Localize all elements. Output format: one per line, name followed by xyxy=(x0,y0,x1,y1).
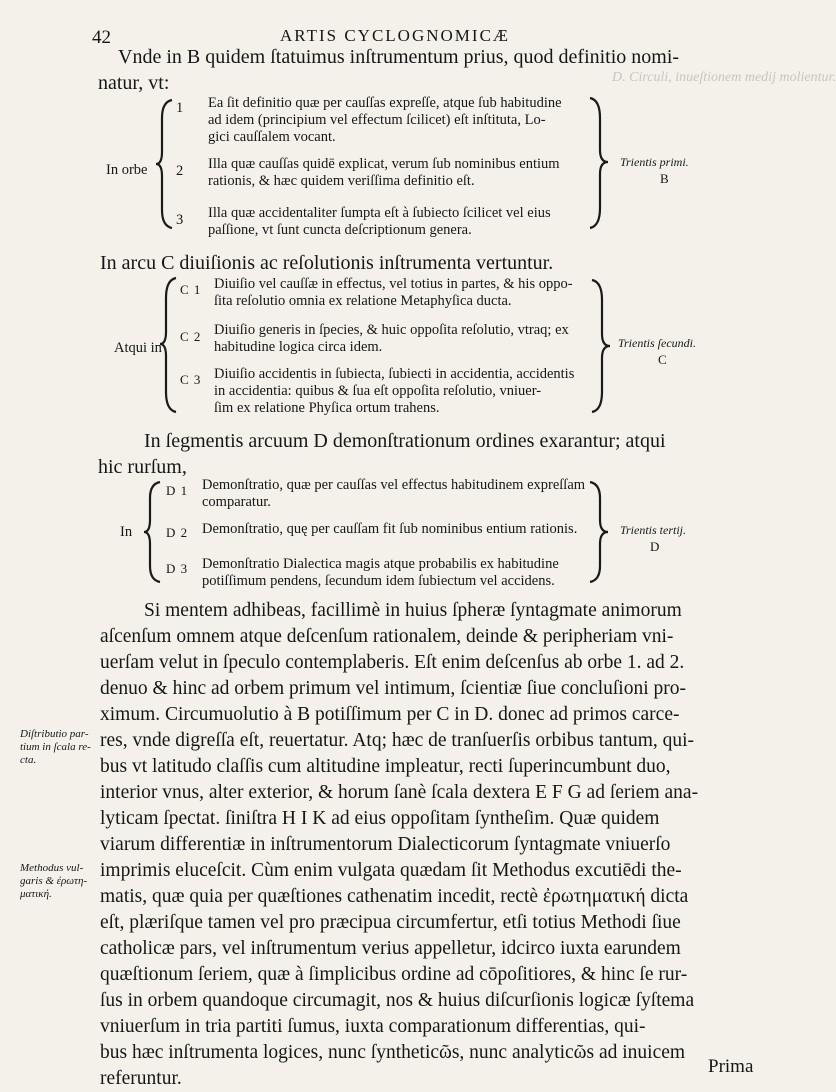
margin-note-2-line3: ματική. xyxy=(20,888,52,900)
body-line: quæſtionum ſeriem, quæ à ſimplicibus ordine ad cōpoſitiores, & hinc ſe rur- xyxy=(100,964,688,985)
body-line: bus vt latitudo claſſis cum altitudine impleatur, recti ſuperincumbunt duo, xyxy=(100,756,671,777)
section1-item2-text xyxy=(208,156,560,190)
margin-note-1-line3: cta. xyxy=(20,754,37,766)
body-line: eſt, plæriſque tamen vel pro præcipua circumfertur, etſi totius Methodi ſiue xyxy=(100,912,681,933)
margin-note-2 xyxy=(20,862,87,901)
section3-item1-line1: Demonſtratio, quæ per cauſſas vel effectus habitudinem expreſſam xyxy=(202,477,586,493)
section2-item2-num: C 2 xyxy=(180,329,202,344)
section2-item3-line2: in accidentia: quibus & ſua eſt oppoſita reſolutio, vniuer- xyxy=(214,383,542,399)
section3-side-letter: D xyxy=(650,539,661,554)
section3-intro-line2: hic rurſum, xyxy=(98,456,187,478)
running-head: ARTIS CYCLOGNOMICÆ xyxy=(280,26,511,45)
body-line: referuntur. xyxy=(100,1068,182,1089)
section3-item3-line1: Demonſtratio Dialectica magis atque probabilis ex habitudine xyxy=(202,556,559,572)
section2-item3-line3: ſim ex relatione Phyſica ortum trahens. xyxy=(214,400,440,416)
section1-item3-num: 3 xyxy=(176,212,184,228)
section3-item3-num: D 3 xyxy=(166,561,189,576)
section3-side-label: Trientis tertij. xyxy=(620,523,687,537)
section1-item2-line2: rationis, & hæc quidem veriſſima definitio eſt. xyxy=(208,173,475,189)
section3-group-label: In xyxy=(120,524,133,540)
section2-side-label: Trientis ſecundi. xyxy=(618,336,696,350)
body-line: lyticam ſpectat. ſiniſtra H I K ad eius oppoſitam ſyntheſim. Quæ quidem xyxy=(100,808,660,829)
body-line: matis, quæ quia per quæſtiones cathenatim incedit, rectè ἐρωτηματική dicta xyxy=(100,886,689,907)
body-line: vniuerſum in tria partiti ſumus, iuxta comparationum differentias, qui- xyxy=(100,1016,646,1037)
body-line: denuo & hinc ad orbem primum vel intimum, ſcientiæ ſiue concluſioni pro- xyxy=(100,678,686,699)
section2-item1-text xyxy=(214,276,573,310)
body-line: ſus in orbem quandoque circumagit, nos & huius diſcurſionis logicæ ſyſtema xyxy=(100,990,695,1011)
section1-side-label: Trientis primi. xyxy=(620,155,689,169)
section2-item1-line2: ſita reſolutio omnia ex relatione Metaphyſica ducta. xyxy=(214,293,512,309)
section3-item2-text xyxy=(202,521,577,538)
section1-item1-line2: ad idem (principium vel effectum ſcilicet) eſt inſtituta, Lo- xyxy=(208,112,546,128)
section1-item3-line1: Illa quæ accidentaliter ſumpta eſt à ſubiecto ſcilicet vel eius xyxy=(208,205,551,221)
margin-note-1 xyxy=(20,728,91,767)
section2-item3-num: C 3 xyxy=(180,372,202,387)
section3-item3-text xyxy=(202,556,559,590)
section2-heading: In arcu C diuiſionis ac reſolutionis inſtrumenta vertuntur. xyxy=(100,252,554,274)
section1-item2-num: 2 xyxy=(176,163,184,179)
section3-right-brace xyxy=(586,480,612,584)
section2-item2-line1: Diuiſio generis in ſpecies, & huic oppoſita reſolutio, vtraq; ex xyxy=(214,322,569,338)
margin-note-1-line1: Diſtributio par- xyxy=(20,728,89,740)
section2-left-brace xyxy=(158,276,180,414)
body-line: interior vnus, alter exterior, & horum ſanè ſcala dextera E F G ad ſeriem ana- xyxy=(100,782,699,803)
section1-intro-line1: Vnde in B quidem ſtatuimus inſtrumentum prius, quod definitio nomi- xyxy=(118,46,680,68)
section1-right-brace xyxy=(586,96,612,230)
section3-item1-num: D 1 xyxy=(166,483,189,498)
section1-item1-text xyxy=(208,95,562,146)
section2-item2-line2: habitudine logica circa idem. xyxy=(214,339,383,355)
body-line: res, vnde digreſſa eſt, reuertatur. Atq; hæc de tranſuerſis orbibus tantum, qui- xyxy=(100,730,695,751)
section2-item1-line1: Diuiſio vel cauſſæ in effectus, vel totius in partes, & his oppo- xyxy=(214,276,573,292)
body-line: ximum. Circumuolutio à B potiſſimum per C in D. donec ad primos carce- xyxy=(100,704,680,725)
section1-item3-text xyxy=(208,205,551,239)
margin-note-2-line2: garis & ἐρωτη- xyxy=(20,875,88,887)
section2-item3-line1: Diuiſio accidentis in ſubiecta, ſubiecti in accidentia, accidentis xyxy=(214,366,575,382)
section1-left-brace xyxy=(154,98,176,230)
section1-intro-line2: natur, vt: xyxy=(98,72,170,94)
catchword: Prima xyxy=(708,1056,754,1077)
section3-item1-line2: comparatur. xyxy=(202,494,271,510)
section3-item1-text xyxy=(202,477,585,511)
section3-item2-line1: Demonſtratio, quę per cauſſam fit ſub nominibus entium rationis. xyxy=(202,521,578,537)
section2-item1-num: C 1 xyxy=(180,282,202,297)
body-paragraph xyxy=(100,598,768,1092)
body-line: catholicæ pars, vel inſtrumentum verius appelletur, idcirco iuxta earundem xyxy=(100,938,681,959)
body-line: viarum differentiæ in inſtrumentorum Dialecticorum ſyntagmate vniuerſo xyxy=(100,834,671,855)
section3-item3-line2: potiſſimum pendens, ſecundum idem ſubiectum vel accidens. xyxy=(202,573,555,589)
body-line: Si mentem adhibeas, facillimè in huius ſpheræ ſyntagmate animorum xyxy=(144,600,682,621)
margin-note-2-line1: Methodus vul- xyxy=(20,862,84,874)
body-line: bus hæc inſtrumenta logices, nunc ſyntheticῶs, nunc analyticῶs ad inuicem xyxy=(100,1042,686,1063)
section2-side-letter: C xyxy=(658,352,668,367)
section1-item3-line2: paſſione, vt ſunt cuncta deſcriptionum genera. xyxy=(208,222,472,238)
margin-note-1-line2: tium in ſcala re- xyxy=(20,741,91,753)
body-line: imprimis eluceſcit. Cùm enim vulgata quædam ſit Methodus excutiēdi the- xyxy=(100,860,682,881)
section1-item2-line1: Illa quæ cauſſas quidē explicat, verum ſub nominibus entium xyxy=(208,156,560,172)
section3-item2-num: D 2 xyxy=(166,525,189,540)
bleed-through-text: D. Circuli, inueſtionem medij molientur. xyxy=(612,70,836,85)
section3-left-brace xyxy=(142,480,164,584)
section1-item1-line1: Ea ſit definitio quæ per cauſſas expreſſe, atque ſub habitudine xyxy=(208,95,562,111)
body-line: uerſam velut in ſpeculo contemplaberis. Eſt enim deſcenſus ab orbe 1. ad 2. xyxy=(100,652,685,673)
section1-side-letter: B xyxy=(660,171,670,186)
section2-group-label: Atqui in xyxy=(114,340,162,356)
section1-group-label: In orbe xyxy=(106,162,148,178)
section1-item1-line3: gici cauſſalem vocant. xyxy=(208,129,336,145)
section2-item3-text xyxy=(214,366,574,417)
page-number: 42 xyxy=(92,27,111,48)
section1-item1-num: 1 xyxy=(176,100,184,116)
section2-right-brace xyxy=(588,278,614,414)
body-line: aſcenſum omnem atque deſcenſum rationalem, deinde & peripheriam vni- xyxy=(100,626,674,647)
section2-item2-text xyxy=(214,322,569,356)
section3-intro-line1: In ſegmentis arcuum D demonſtrationum ordines exarantur; atqui xyxy=(144,430,666,452)
